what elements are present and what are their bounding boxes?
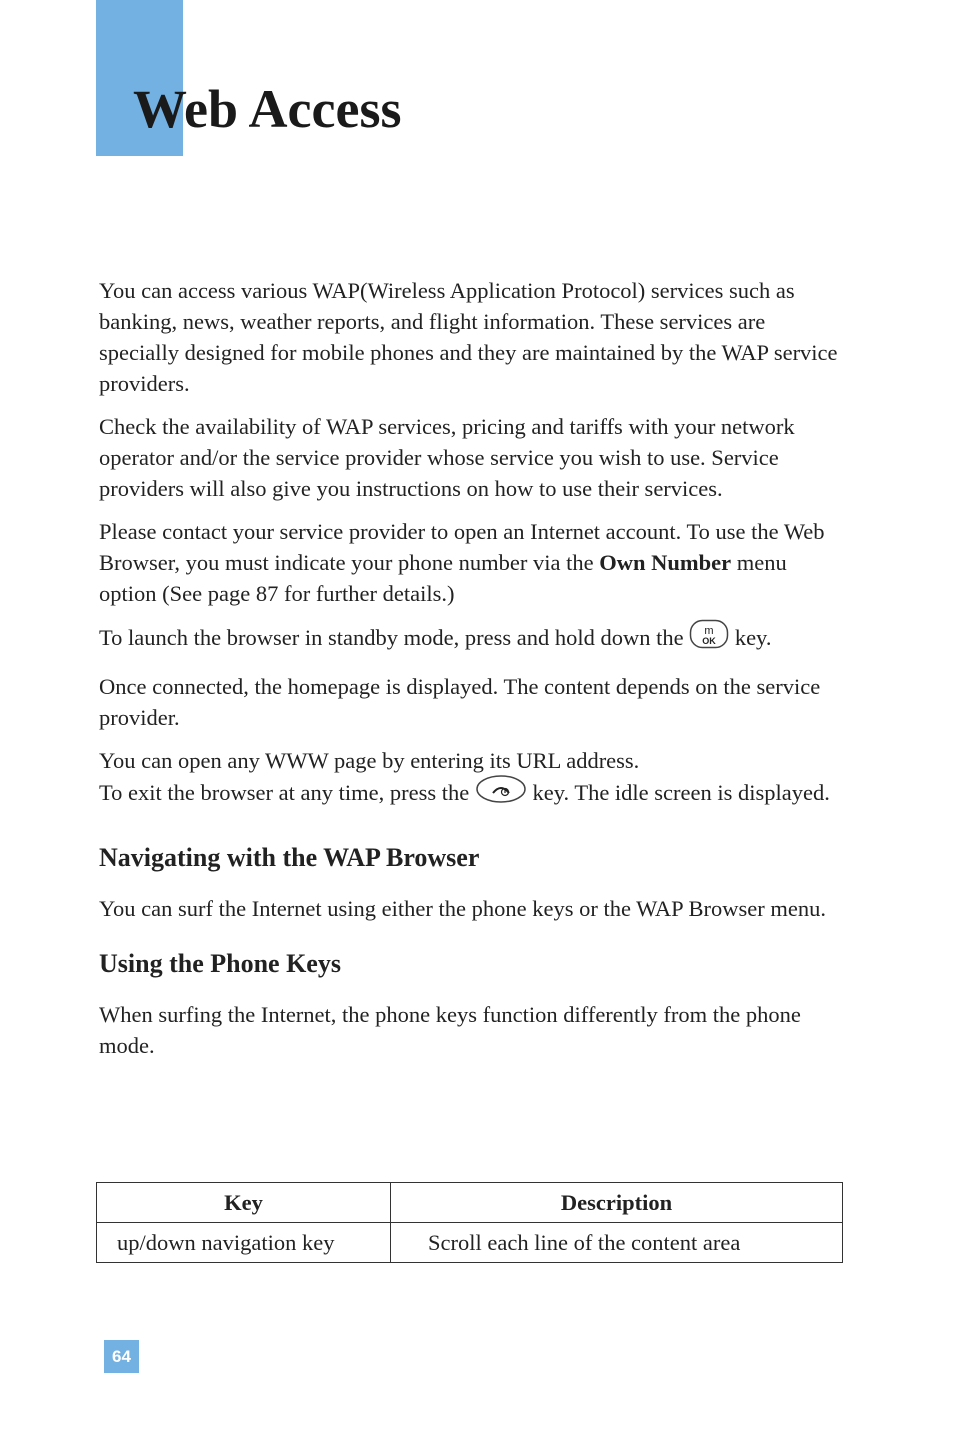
availability-paragraph: Check the availability of WAP services, pricing and tariffs with your network operator and/or the service provider whose service you wish to use. Service providers will also give you instructions on how to use their services.	[99, 414, 795, 501]
launch-paragraph	[99, 621, 844, 659]
navigating-heading: Navigating with the WAP Browser	[99, 843, 480, 872]
phone-keys-heading: Using the Phone Keys	[99, 949, 341, 979]
own-number-option: Own Number	[599, 550, 732, 575]
table-cell-description: Scroll each line of the content area	[391, 1223, 843, 1263]
main-content	[99, 275, 844, 1073]
phone-keys-paragraph: When surfing the Internet, the phone keys function differently from the phone mode.	[99, 1002, 801, 1059]
page-title: Web Access	[133, 79, 402, 139]
account-text-1: Please contact your service provider to open an Internet account. To use the Web Browser, you must indicate your phone number via the	[99, 519, 825, 575]
table-row	[97, 1223, 843, 1263]
exit-text-1: To exit the browser at any time, press the	[99, 780, 475, 806]
keys-table-wrapper	[96, 1182, 843, 1263]
table-header-description: Description	[391, 1183, 843, 1223]
keys-table	[96, 1182, 843, 1263]
ok-key-label: OK	[702, 636, 716, 646]
url-text: You can open any WWW page by entering its URL address.	[99, 748, 640, 773]
url-paragraph	[99, 745, 844, 814]
launch-text-1: To launch the browser in standby mode, press and hold down the	[99, 625, 690, 651]
menu-key-label: m	[704, 625, 714, 637]
page-number: 64	[104, 1340, 139, 1373]
intro-paragraph: You can access various WAP(Wireless Application Protocol) services such as banking, news, weather reports, and flight information. These services are specially designed for mobile phones and they are maintained by the WAP service providers.	[99, 278, 838, 396]
table-cell-key: up/down navigation key	[97, 1223, 391, 1263]
launch-text-2: key.	[729, 625, 772, 651]
end-call-key-icon	[475, 774, 527, 812]
connected-paragraph: Once connected, the homepage is displayed. The content depends on the service provider.	[99, 674, 821, 730]
exit-text-2: key. The idle screen is displayed.	[526, 780, 830, 806]
account-text-2: menu option (See page 87 for further details.)	[99, 550, 787, 606]
navigating-paragraph: You can surf the Internet using either the phone keys or the WAP Browser menu.	[99, 896, 826, 922]
menu-ok-key-icon	[689, 619, 729, 657]
table-header-key: Key	[97, 1183, 391, 1223]
account-paragraph	[99, 516, 844, 609]
table-header-row	[97, 1183, 843, 1223]
